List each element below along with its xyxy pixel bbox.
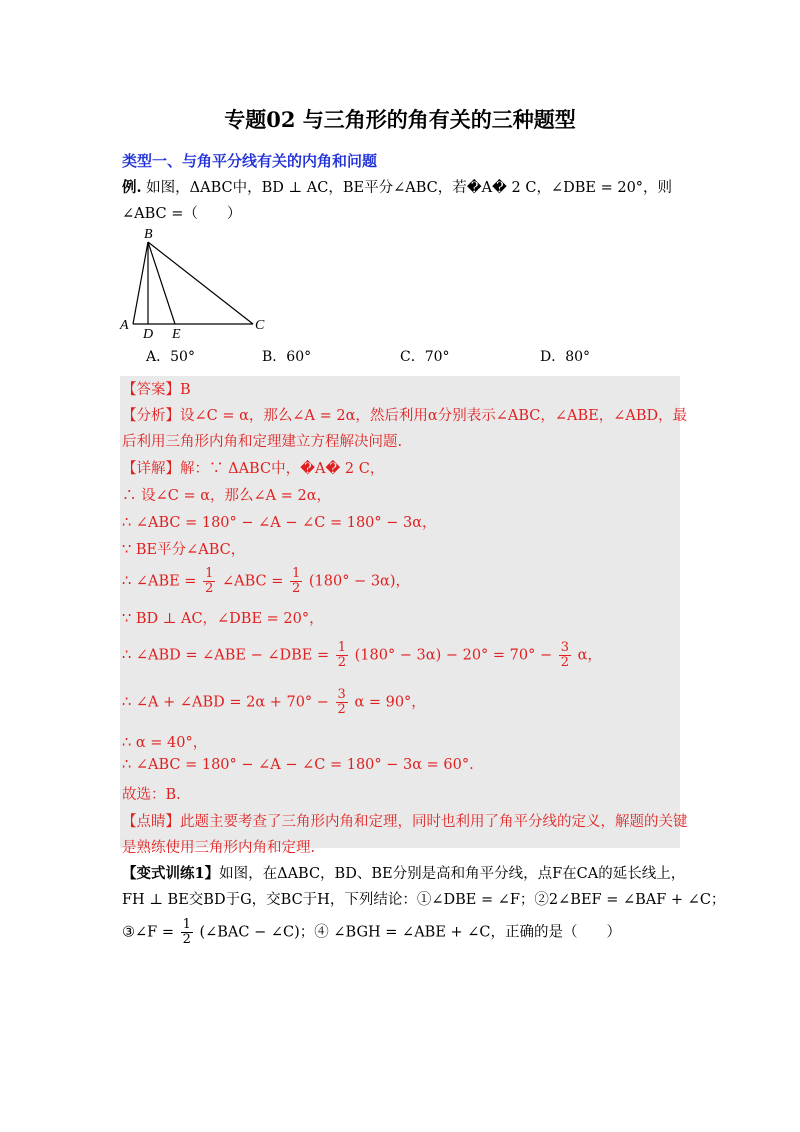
comment-line-1: 【点睛】此题主要考查了三角形内角和定理，同时也利用了角平分线的定义，解题的关键 (122, 814, 688, 830)
example-line-2: ∠ABC =（ ） (122, 206, 242, 222)
section-heading: 类型一、与角平分线有关的内角和问题 (122, 152, 378, 170)
triangle-figure (115, 222, 275, 342)
fraction-half: $\frac{1}{2}$ (182, 917, 191, 947)
solution-step-3: ∴ ∠ABC = 180° − ∠A − ∠C = 180° − 3α， (122, 515, 437, 531)
label-b: B (144, 227, 153, 242)
answer-line: 【答案】B (122, 382, 191, 398)
comment-line-2: 是熟练使用三角形内角和定理. (122, 840, 316, 856)
analysis-line-2: 后利用三角形内角和定理建立方程解决问题. (122, 434, 403, 450)
fraction-three-halves: $\frac{3}{2}$ (337, 687, 346, 717)
fraction-half: $\frac{1}{2}$ (337, 640, 346, 670)
solution-step-10: ∴ ∠ABC = 180° − ∠A − ∠C = 180° − 3α = 60°. (122, 757, 474, 773)
solution-step-4: ∵ BE平分∠ABC， (122, 542, 246, 558)
solution-step-1: 【详解】解：∵ ΔABC中，�A� 2 C， (122, 461, 385, 477)
variant-line-1: 【变式训练1】如图，在ΔABC，BD、BE分别是高和角平分线，点F在CA的延长线上， (122, 865, 686, 882)
variant-line-2: FH ⊥ BE交BD于G，交BC于H，下列结论：①∠DBE = ∠F；②2∠BEF = ∠BAF + ∠C； (122, 892, 726, 908)
variant-line-3: ③∠F = $\frac{1}{2}$ (∠BAC − ∠C)；④ ∠BGH = ∠ABE + ∠C，正确的是（ ） (122, 917, 622, 947)
solution-step-2: ∴ 设∠C = α，那么∠A = 2α， (122, 488, 332, 504)
analysis-line-1: 【分析】设∠C = α，那么∠A = 2α，然后利用α分别表示∠ABC，∠ABE，∠ABD，最 (122, 408, 688, 424)
solution-step-9: ∴ α = 40°， (122, 735, 208, 751)
label-d: D (143, 327, 154, 342)
option-b: B．60° (262, 349, 312, 365)
example-text-1: 如图，ΔABC中，BD ⊥ AC，BE平分∠ABC，若�A� 2 C，∠DBE = 20°，则 (141, 180, 673, 196)
solution-step-8: ∴ ∠A + ∠ABD = 2α + 70° − $\frac{3}{2}$ α = 90°， (122, 687, 426, 717)
fraction-three-halves: $\frac{3}{2}$ (560, 640, 570, 670)
option-d: D．80° (540, 349, 591, 365)
label-c: C (255, 318, 265, 333)
solution-step-6: ∵ BD ⊥ AC，∠DBE = 20°， (122, 611, 324, 627)
page-title: 专题02 与三角形的角有关的三种题型 (224, 107, 576, 132)
solution-step-11: 故选：B. (122, 787, 181, 803)
example-label: 例. (122, 179, 142, 196)
example-line-1 (122, 176, 672, 197)
solution-step-5: ∴ ∠ABE = $\frac{1}{2}$ ∠ABC = $\frac{1}{2}$ (180° − 3α)， (122, 566, 410, 596)
option-a: A．50° (146, 349, 195, 365)
fraction-half: $\frac{1}{2}$ (205, 566, 214, 596)
variant-label: 【变式训练1】 (122, 865, 220, 882)
solution-step-7: ∴ ∠ABD = ∠ABE − ∠DBE = $\frac{1}{2}$ (180° − 3α) − 20° = 70° − $\frac{3}{2}$ α， (122, 640, 602, 670)
label-e: E (172, 327, 181, 342)
fraction-half: $\frac{1}{2}$ (291, 566, 301, 596)
label-a: A (120, 318, 129, 333)
option-c: C．70° (400, 349, 450, 365)
